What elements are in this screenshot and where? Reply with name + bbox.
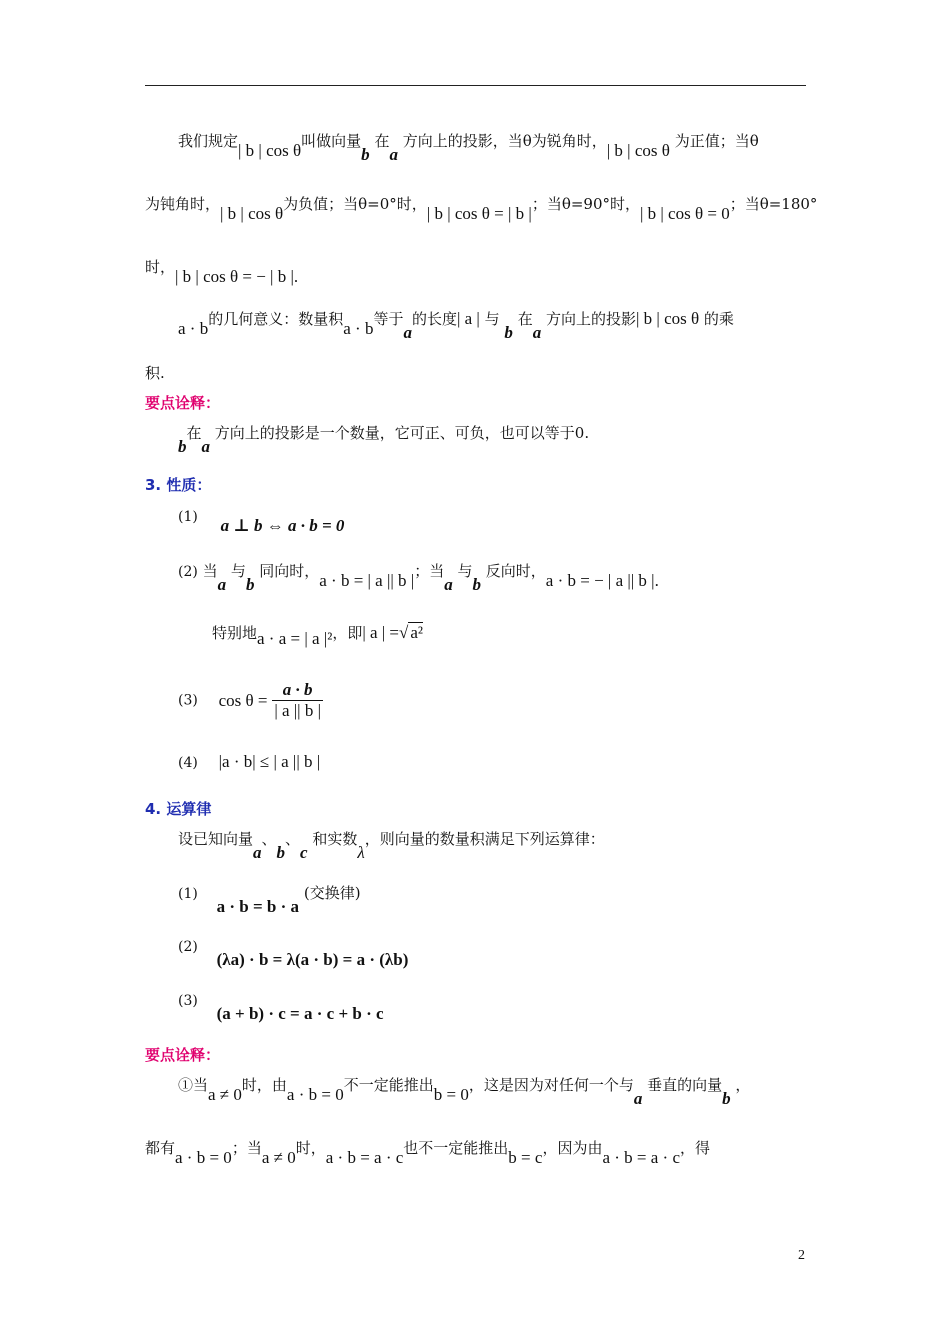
note2-line1 [178, 1074, 751, 1108]
vector-a: a [389, 145, 398, 164]
formula: | b | cos θ = − | b |. [175, 267, 299, 286]
formula: | a | [456, 309, 480, 328]
vector-b: b [276, 843, 286, 862]
text: 、 [261, 830, 277, 848]
sqrt-sign: √ [399, 623, 409, 642]
property-2 [178, 560, 659, 594]
text: 的长度 [411, 310, 457, 328]
item-number: (3) [178, 692, 198, 709]
formula: | b | cos θ [238, 141, 302, 160]
formula: a · b = | a || b | [319, 571, 415, 590]
text: 与 [230, 562, 246, 580]
text: ①当 [178, 1076, 209, 1094]
text: ，则向量的数量积满足下列运算律： [364, 830, 605, 848]
text: 当 [202, 562, 218, 580]
text: ；当θ=90°时， [531, 195, 640, 213]
vector-a: a [403, 323, 412, 342]
text: 等于 [373, 310, 404, 328]
vector-a: a [217, 575, 227, 594]
formula: | b | cos θ [636, 309, 700, 328]
vector-a: a [201, 437, 211, 456]
formula: b = c [508, 1148, 543, 1167]
formula: a · b [343, 319, 374, 338]
text: ，得 [680, 1139, 711, 1157]
paragraph-projection-180 [145, 256, 299, 286]
formula: | b | cos θ [606, 141, 670, 160]
vector-a: a [444, 575, 453, 594]
formula: a · b = a · c [602, 1148, 680, 1167]
text: ；当θ=180° [729, 195, 818, 213]
text: 的乘 [703, 310, 734, 328]
item-number: (4) [178, 755, 198, 771]
formula: a · b = 0 [286, 1085, 344, 1104]
paragraph-geometric-meaning [178, 308, 734, 342]
paragraph-projection-cases [145, 193, 818, 223]
formula: | b | cos θ = | b | [426, 204, 532, 223]
text: 的几何意义：数量积 [208, 310, 344, 328]
text: ，即 [332, 624, 363, 642]
formula-radicand: a² [410, 623, 424, 642]
text: 为正值；当θ [674, 132, 759, 150]
text: 时，由 [241, 1076, 287, 1094]
formula: cos θ = [218, 690, 268, 710]
text: 都有 [145, 1139, 176, 1157]
scalar-lambda: λ [357, 843, 365, 862]
text: 我们规定 [178, 132, 239, 150]
item-number: (3) [178, 993, 198, 1009]
text: 和实数 [312, 830, 358, 848]
fraction [272, 680, 323, 721]
formula: | a | = [362, 623, 400, 642]
text: 方向上的投影 [546, 310, 637, 328]
text: 时， [145, 258, 176, 276]
text: 设已知向量 [178, 830, 254, 848]
text: 在 [517, 310, 533, 328]
text: 叫做向量 [301, 132, 362, 150]
formula: a · b = 0 [175, 1148, 232, 1167]
paragraph-projection-def [178, 130, 759, 164]
item-number: (2) [178, 564, 198, 580]
formula: a ≠ 0 [208, 1085, 242, 1104]
section-title-laws: 4. 运算律 [145, 800, 212, 818]
law-3 [178, 990, 384, 1023]
text: 反向时， [485, 562, 546, 580]
formula: |a · b| ≤ | a || b | [218, 752, 321, 771]
text: 同向时， [259, 562, 320, 580]
text: 时， [295, 1139, 326, 1157]
formula: a · b = a · c [325, 1148, 404, 1167]
section-title-properties: 3. 性质： [145, 476, 212, 494]
formula: a ⊥ b ⇔ a · b = 0 [220, 516, 345, 535]
item-number: (2) [178, 939, 198, 955]
vector-b: b [722, 1089, 731, 1108]
vector-a: a [253, 843, 262, 862]
formula: (λa) · b = λ(a · b) = a · (λb) [216, 950, 409, 969]
text: 为钝角时， [145, 195, 221, 213]
text: 与 [484, 310, 500, 328]
vector-b: b [504, 323, 513, 342]
text: 在 [374, 132, 390, 150]
page-number: 2 [798, 1248, 805, 1263]
text: 、 [285, 830, 301, 848]
text: 与 [457, 562, 473, 580]
laws-intro [178, 828, 605, 862]
text: ，这是因为对任何一个与 [468, 1076, 634, 1094]
text: 不一定能推出 [343, 1076, 434, 1094]
text: 垂直的向量 [647, 1076, 723, 1094]
property-2-special [212, 622, 424, 648]
formula: a · b [178, 319, 209, 338]
text: 积. [145, 364, 165, 382]
note2-line2 [145, 1137, 711, 1167]
property-1 [178, 506, 345, 535]
vector-a: a [633, 1089, 643, 1108]
header-rule [145, 85, 806, 86]
formula: a · b = b · a [216, 897, 300, 916]
note-title: 要点诠释： [145, 394, 221, 412]
property-3 [178, 680, 323, 721]
formula: | b | cos θ [220, 204, 284, 223]
text: 也不一定能推出 [403, 1139, 509, 1157]
text: 在 [186, 424, 202, 442]
formula: (a + b) · c = a · c + b · c [216, 1004, 384, 1023]
formula: | b | cos θ = 0 [640, 204, 730, 223]
vector-c: c [300, 843, 308, 862]
law-2 [178, 936, 409, 969]
text: ，因为由 [542, 1139, 603, 1157]
formula: a ≠ 0 [261, 1148, 296, 1167]
formula: a · b = − | a || b |. [545, 571, 659, 590]
text: ；当 [414, 562, 445, 580]
fraction-denominator: | a || b | [274, 701, 321, 720]
formula: a · a = | a |² [257, 629, 333, 648]
law-1 [178, 882, 361, 916]
vector-b: b [178, 437, 187, 456]
text: (交换律) [303, 884, 361, 902]
vector-b: b [472, 575, 481, 594]
text: 方向上的投影是一个数量，它可正、可负，也可以等于0. [214, 424, 590, 442]
note-title-2: 要点诠释： [145, 1046, 221, 1064]
text: ；当 [231, 1139, 262, 1157]
note-body [178, 422, 590, 456]
vector-a: a [532, 323, 542, 342]
formula: b = 0 [433, 1085, 469, 1104]
text: ， [735, 1076, 751, 1094]
paragraph-product-end [145, 362, 165, 383]
text: 方向上的投影，当θ为锐角时， [402, 132, 607, 150]
text: 特别地 [212, 624, 258, 642]
item-number: (1) [178, 886, 198, 902]
property-4 [178, 752, 320, 772]
vector-b: b [361, 145, 370, 164]
vector-b: b [245, 575, 255, 594]
fraction-numerator: a · b [272, 680, 323, 701]
item-number: (1) [178, 509, 198, 525]
text: 为负值；当θ=0°时， [283, 195, 427, 213]
